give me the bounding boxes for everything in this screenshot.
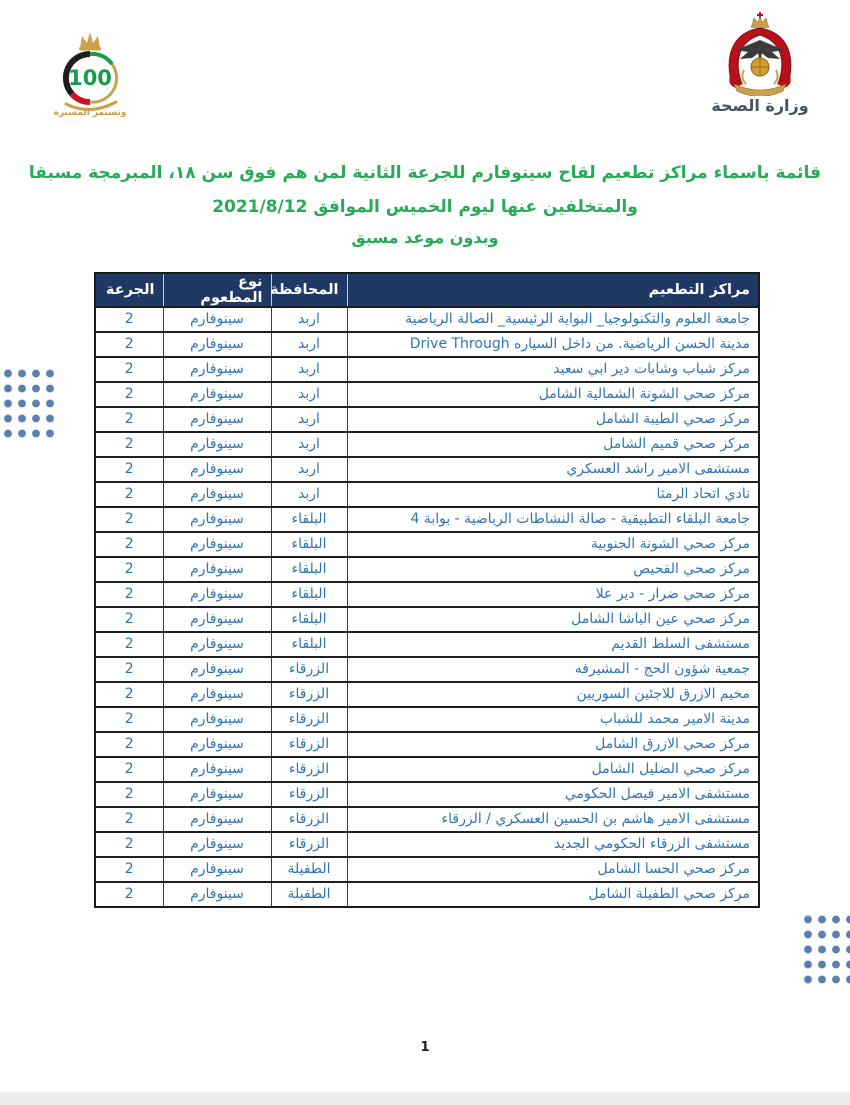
table-row (95, 607, 759, 632)
governorate-cell: البلقاء (271, 582, 347, 607)
table-row (95, 832, 759, 857)
table-row (95, 632, 759, 657)
center-name-cell: مركز صحي الطيبة الشامل (347, 407, 759, 432)
column-header-3: الجرعة (95, 273, 163, 307)
vaccine-type-cell: سينوفارم (163, 732, 271, 757)
governorate-cell: البلقاء (271, 557, 347, 582)
dots-decoration-right (798, 910, 850, 985)
dose-cell: 2 (95, 457, 163, 482)
dose-cell: 2 (95, 682, 163, 707)
governorate-cell: اربد (271, 307, 347, 332)
dose-cell: 2 (95, 357, 163, 382)
vaccine-type-cell: سينوفارم (163, 632, 271, 657)
governorate-cell: الزرقاء (271, 707, 347, 732)
column-header-1: المحافظة (271, 273, 347, 307)
governorate-cell: اربد (271, 482, 347, 507)
vaccine-type-cell: سينوفارم (163, 332, 271, 357)
dose-cell: 2 (95, 832, 163, 857)
table-row (95, 732, 759, 757)
dose-cell: 2 (95, 782, 163, 807)
center-name-cell: مركز صحي الازرق الشامل (347, 732, 759, 757)
center-name-cell: مركز صحي الشونة الشمالية الشامل (347, 382, 759, 407)
dose-cell: 2 (95, 707, 163, 732)
center-name-cell: مستشفى الامير فيصل الحكومي (347, 782, 759, 807)
governorate-cell: البلقاء (271, 632, 347, 657)
governorate-cell: الزرقاء (271, 757, 347, 782)
dots-decoration-left (0, 364, 54, 439)
center-name-cell: مركز صحي عين الباشا الشامل (347, 607, 759, 632)
center-name-cell: مركز شباب وشابات دير ابي سعيد (347, 357, 759, 382)
center-name-cell: نادي اتحاد الرمثا (347, 482, 759, 507)
governorate-cell: الزرقاء (271, 682, 347, 707)
dose-cell: 2 (95, 757, 163, 782)
vaccine-type-cell: سينوفارم (163, 407, 271, 432)
table-row (95, 457, 759, 482)
dose-cell: 2 (95, 532, 163, 557)
center-name-cell: مركز صحي الحسا الشامل (347, 857, 759, 882)
governorate-cell: الطفيلة (271, 857, 347, 882)
center-name-cell: مركز صحي قميم الشامل (347, 432, 759, 457)
vaccine-type-cell: سينوفارم (163, 807, 271, 832)
dose-cell: 2 (95, 857, 163, 882)
vaccine-type-cell: سينوفارم (163, 682, 271, 707)
dose-cell: 2 (95, 732, 163, 757)
table-row (95, 682, 759, 707)
page-number: 1 (420, 1040, 430, 1055)
ministry-name-label: وزارة الصحة (711, 96, 809, 115)
table-row (95, 757, 759, 782)
column-header-0: مراكز التطعيم (347, 273, 759, 307)
dose-cell: 2 (95, 582, 163, 607)
dose-cell: 2 (124, 886, 134, 902)
table-row (95, 557, 759, 582)
table-row (95, 532, 759, 557)
vaccine-type-cell: سينوفارم (163, 307, 271, 332)
governorate-cell: اربد (271, 382, 347, 407)
title-line-2: والمتخلفين عنها ليوم الخميس الموافق 2021/8/12 (212, 197, 638, 217)
table-row (95, 657, 759, 682)
governorate-cell: البلقاء (271, 532, 347, 557)
center-name-cell: مركز صحي ضرار - دير علا (347, 582, 759, 607)
dose-cell: 2 (95, 307, 163, 332)
dose-cell: 2 (95, 432, 163, 457)
vaccine-type-cell: سينوفارم (163, 782, 271, 807)
dose-cell: 2 (95, 607, 163, 632)
vaccine-type-cell: سينوفارم (163, 832, 271, 857)
table-row (95, 582, 759, 607)
vaccine-type-cell: سينوفارم (163, 707, 271, 732)
table-row (95, 482, 759, 507)
vaccine-type-cell: سينوفارم (163, 757, 271, 782)
center-name-cell: مدينة الحسن الرياضية. من داخل السياره Drive Through (347, 332, 759, 357)
center-name-cell: مستشفى الزرقاء الحكومي الجديد (347, 832, 759, 857)
vaccine-type-cell: سينوفارم (163, 532, 271, 557)
governorate-cell: اربد (271, 457, 347, 482)
table-row (95, 432, 759, 457)
vaccine-type-cell: سينوفارم (163, 457, 271, 482)
center-name-cell: جامعة العلوم والتكنولوجيا_ البواية الرئيسية_ الصالة الرياضية (347, 307, 759, 332)
vaccine-type-cell: سينوفارم (163, 607, 271, 632)
dose-cell: 2 (95, 332, 163, 357)
center-name-cell: مستشفى السلط القديم (347, 632, 759, 657)
center-name-cell: مستشفى الامير هاشم بن الحسين العسكري / الزرقاء (347, 807, 759, 832)
center-name-cell: مركز صحي الشونة الجنوبية (347, 532, 759, 557)
center-name-cell: جامعة البلقاء التطبيقية - صالة النشاطات الرياضية - بوابة 4 (347, 507, 759, 532)
table-row (95, 382, 759, 407)
column-header-2: نوع المطعوم (163, 273, 271, 307)
center-name-cell: مركز صحي الضليل الشامل (347, 757, 759, 782)
table-row (95, 507, 759, 532)
table-row (95, 882, 759, 907)
dose-cell: 2 (95, 407, 163, 432)
governorate-cell: الزرقاء (271, 807, 347, 832)
governorate-cell: اربد (271, 432, 347, 457)
dose-cell: 2 (95, 507, 163, 532)
dose-cell: 2 (95, 482, 163, 507)
dose-cell: 2 (95, 382, 163, 407)
vaccine-type-cell: سينوفارم (163, 582, 271, 607)
vaccine-type-cell: سينوفارم (163, 432, 271, 457)
vaccine-type-cell: سينوفارم (163, 657, 271, 682)
center-name-cell: مركز صحي الطفيلة الشامل (347, 882, 759, 907)
table-row (95, 807, 759, 832)
governorate-cell: اربد (271, 357, 347, 382)
vaccination-centers-table (94, 272, 760, 908)
table-row (95, 332, 759, 357)
center-name-cell: مدينة الامير محمد للشباب (347, 707, 759, 732)
vaccine-type-cell: سينوفارم (163, 482, 271, 507)
document-title (0, 156, 850, 224)
table-row (95, 307, 759, 332)
svg-text:100: 100 (68, 66, 112, 90)
governorate-cell: الزرقاء (271, 782, 347, 807)
governorate-cell: الزرقاء (271, 657, 347, 682)
center-name-cell: مخيم الازرق للاجئين السوريين (347, 682, 759, 707)
center-name-cell: مستشفى الامير راشد العسكري (347, 457, 759, 482)
governorate-cell: البلقاء (271, 607, 347, 632)
document-subtitle: وبدون موعد مسبق (351, 228, 499, 247)
dose-cell: 2 (95, 557, 163, 582)
table-row (95, 707, 759, 732)
governorate-cell: الزرقاء (271, 832, 347, 857)
vaccine-type-cell: سينوفارم (163, 857, 271, 882)
table-row (95, 357, 759, 382)
table-head-row (95, 273, 759, 307)
vaccine-type-cell: سينوفارم (163, 357, 271, 382)
dose-cell: 2 (95, 657, 163, 682)
center-name-cell: جمعية شؤون الحج - المشيرفه (347, 657, 759, 682)
governorate-cell: البلقاء (271, 507, 347, 532)
vaccine-type-cell: سينوفارم (163, 382, 271, 407)
center-name-cell: مركز صحي الفحيص (347, 557, 759, 582)
coat-of-arms-icon (700, 10, 820, 96)
vaccine-type-cell: سينوفارم (163, 507, 271, 532)
table-body (95, 307, 759, 907)
title-line-1: قائمة باسماء مراكز تطعيم لقاح سينوفارم للجرعة الثانية لمن هم فوق سن ١٨، المبرمجة مسبقا (28, 163, 822, 183)
governorate-cell: الطفيلة (271, 882, 347, 907)
table-row (95, 857, 759, 882)
centennial-tagline: وتستمر المسيرة (53, 108, 127, 118)
page-bottom-edge (0, 1092, 850, 1105)
dose-cell: 2 (95, 632, 163, 657)
vaccine-type-cell: سينوفارم (163, 557, 271, 582)
governorate-cell: الزرقاء (271, 732, 347, 757)
governorate-cell: اربد (271, 332, 347, 357)
dose-cell: 2 (95, 807, 163, 832)
table-row (95, 407, 759, 432)
governorate-cell: اربد (271, 407, 347, 432)
table-row (95, 782, 759, 807)
vaccine-type-cell: سينوفارم (163, 882, 271, 907)
